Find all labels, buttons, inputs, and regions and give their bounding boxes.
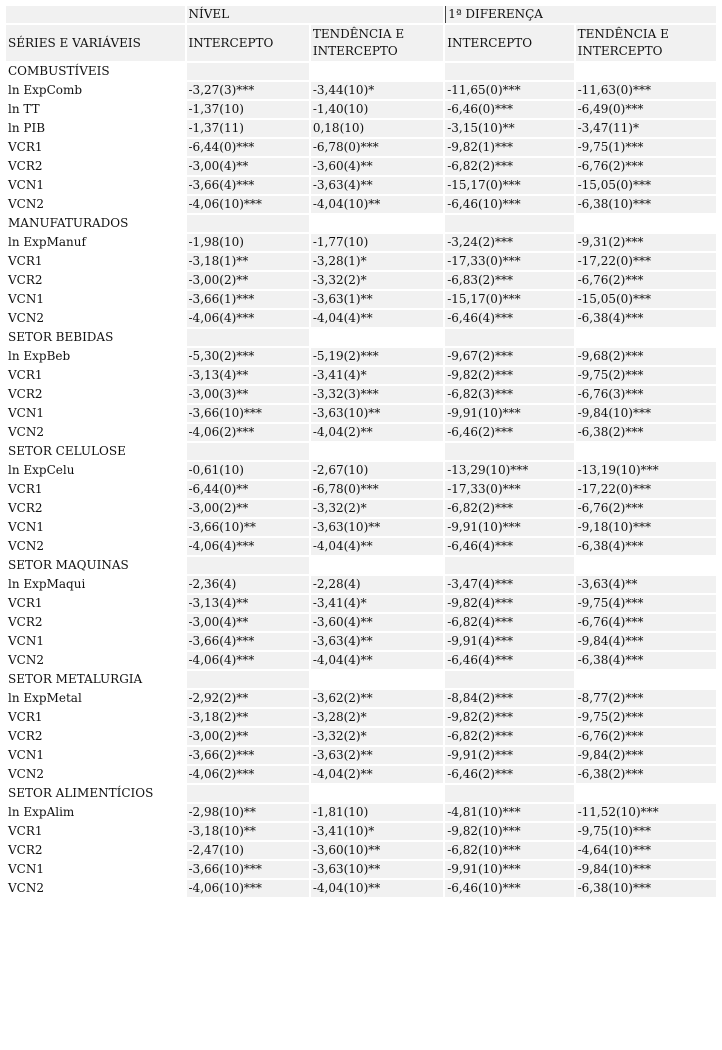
section-header-row [6, 443, 716, 460]
section-empty-cell [311, 671, 443, 688]
level-trend-cell: -4,04(4)** [311, 652, 443, 669]
section-empty-cell [445, 557, 573, 574]
table-row [6, 424, 716, 441]
series-column-header: SÉRIES E VARIÁVEIS [6, 25, 185, 61]
section-empty-cell [311, 557, 443, 574]
table-row [6, 234, 716, 251]
diff-trend-cell: -6,76(2)*** [576, 500, 716, 517]
variable-name-cell: VCN2 [6, 196, 185, 213]
diff-trend-cell: -9,75(4)*** [576, 595, 716, 612]
level-trend-cell: -2,67(10) [311, 462, 443, 479]
diff-trend-cell: -6,38(4)*** [576, 652, 716, 669]
table-row [6, 766, 716, 783]
level-intercept-cell: -3,18(1)** [187, 253, 309, 270]
level-trend-cell: -3,62(2)** [311, 690, 443, 707]
table-row [6, 747, 716, 764]
diff-intercept-cell: -6,46(4)*** [445, 652, 573, 669]
variable-name-cell: ln ExpManuf [6, 234, 185, 251]
level-intercept-cell: -3,66(4)*** [187, 633, 309, 650]
diff-intercept-cell: -4,81(10)*** [445, 804, 573, 821]
level-intercept-cell: -3,66(10)** [187, 519, 309, 536]
table-row [6, 861, 716, 878]
header-corner-cell [6, 6, 185, 23]
table-row [6, 614, 716, 631]
level-trend-cell: -4,04(4)** [311, 310, 443, 327]
diff-intercept-cell: -3,24(2)*** [445, 234, 573, 251]
level-trend-cell: -4,04(10)** [311, 880, 443, 897]
level-intercept-cell: -3,00(2)** [187, 272, 309, 289]
level-trend-cell: -3,63(4)** [311, 177, 443, 194]
table-row [6, 709, 716, 726]
section-header-row [6, 557, 716, 574]
diff-intercept-cell: -11,65(0)*** [445, 82, 573, 99]
table-row [6, 348, 716, 365]
diff-intercept-cell: -9,91(10)*** [445, 861, 573, 878]
variable-name-cell: VCR1 [6, 481, 185, 498]
level-intercept-cell: -2,92(2)** [187, 690, 309, 707]
level-trend-cell: -3,63(10)** [311, 519, 443, 536]
variable-name-cell: VCR2 [6, 728, 185, 745]
diff-intercept-cell: -6,82(3)*** [445, 386, 573, 403]
section-header-row [6, 329, 716, 346]
diff-intercept-cell: -6,82(2)*** [445, 158, 573, 175]
diff-trend-cell: -4,64(10)*** [576, 842, 716, 859]
diff-trend-cell: -9,75(2)*** [576, 367, 716, 384]
level-intercept-cell: -4,06(10)*** [187, 880, 309, 897]
diff-intercept-cell: -9,91(10)*** [445, 405, 573, 422]
variable-name-cell: VCR1 [6, 367, 185, 384]
diff-trend-cell: -11,52(10)*** [576, 804, 716, 821]
level-trend-cell: -4,04(10)** [311, 196, 443, 213]
section-title: SETOR CELULOSE [6, 443, 185, 460]
diff-trend-cell: -9,84(10)*** [576, 861, 716, 878]
table-row [6, 519, 716, 536]
section-empty-cell [445, 329, 573, 346]
section-empty-cell [311, 63, 443, 80]
level-trend-cell: -3,44(10)* [311, 82, 443, 99]
variable-name-cell: ln ExpComb [6, 82, 185, 99]
section-empty-cell [576, 557, 716, 574]
diff-intercept-cell: -9,82(1)*** [445, 139, 573, 156]
diff-intercept-cell: -6,82(4)*** [445, 614, 573, 631]
diff-intercept-cell: -6,46(10)*** [445, 196, 573, 213]
variable-name-cell: ln ExpMetal [6, 690, 185, 707]
section-empty-cell [187, 215, 309, 232]
diff-trend-cell: -6,38(2)*** [576, 766, 716, 783]
section-title: SETOR MAQUINAS [6, 557, 185, 574]
level-trend-cell: -3,41(4)* [311, 595, 443, 612]
table-row [6, 367, 716, 384]
table-row [6, 804, 716, 821]
diff-trend-cell: -6,76(2)*** [576, 158, 716, 175]
diff-trend-cell: -9,84(4)*** [576, 633, 716, 650]
table-row [6, 538, 716, 555]
table-row [6, 158, 716, 175]
level-trend-cell: -3,63(4)** [311, 633, 443, 650]
diff-intercept-cell: -17,33(0)*** [445, 481, 573, 498]
variable-name-cell: VCN2 [6, 766, 185, 783]
header-group-row [6, 6, 716, 23]
level-trend-cell: -3,60(4)** [311, 614, 443, 631]
table-row [6, 842, 716, 859]
table-row [6, 500, 716, 517]
variable-name-cell: VCR2 [6, 386, 185, 403]
diff-intercept-cell: -9,82(4)*** [445, 595, 573, 612]
section-empty-cell [445, 443, 573, 460]
level-intercept-cell: -1,98(10) [187, 234, 309, 251]
variable-name-cell: VCN2 [6, 538, 185, 555]
diff-trend-cell: -6,76(2)*** [576, 272, 716, 289]
level-trend-intercept-header: TENDÊNCIA E INTERCEPTO [311, 25, 443, 61]
diff-trend-cell: -6,49(0)*** [576, 101, 716, 118]
level-intercept-cell: -3,18(10)** [187, 823, 309, 840]
level-trend-cell: -2,28(4) [311, 576, 443, 593]
diff-trend-cell: -6,38(2)*** [576, 424, 716, 441]
diff-trend-cell: -17,22(0)*** [576, 481, 716, 498]
diff-trend-cell: -6,76(2)*** [576, 728, 716, 745]
level-intercept-cell: -4,06(10)*** [187, 196, 309, 213]
level-trend-cell: -3,63(1)** [311, 291, 443, 308]
variable-name-cell: VCN1 [6, 177, 185, 194]
level-intercept-cell: -0,61(10) [187, 462, 309, 479]
diff-intercept-cell: -6,83(2)*** [445, 272, 573, 289]
diff-intercept-cell: -6,46(10)*** [445, 880, 573, 897]
diff-trend-cell: -6,76(3)*** [576, 386, 716, 403]
diff-intercept-cell: -17,33(0)*** [445, 253, 573, 270]
level-trend-cell: -3,28(1)* [311, 253, 443, 270]
diff-trend-cell: -8,77(2)*** [576, 690, 716, 707]
variable-name-cell: VCN2 [6, 880, 185, 897]
table-row [6, 120, 716, 137]
diff-trend-cell: -9,84(2)*** [576, 747, 716, 764]
section-empty-cell [576, 671, 716, 688]
level-trend-cell: -1,77(10) [311, 234, 443, 251]
section-empty-cell [445, 671, 573, 688]
level-trend-cell: -3,32(2)* [311, 500, 443, 517]
section-empty-cell [187, 785, 309, 802]
variable-name-cell: VCR2 [6, 614, 185, 631]
diff-trend-cell: -6,38(4)*** [576, 310, 716, 327]
table-row [6, 462, 716, 479]
table-row [6, 196, 716, 213]
variable-name-cell: VCN1 [6, 291, 185, 308]
diff-trend-cell: -15,05(0)*** [576, 291, 716, 308]
diff-trend-cell: -9,75(10)*** [576, 823, 716, 840]
level-trend-cell: -1,40(10) [311, 101, 443, 118]
table-body [6, 63, 716, 897]
diff-intercept-cell: -3,47(4)*** [445, 576, 573, 593]
diff-trend-cell: -9,75(1)*** [576, 139, 716, 156]
table-row [6, 101, 716, 118]
level-trend-cell: -3,32(2)* [311, 728, 443, 745]
section-title: MANUFATURADOS [6, 215, 185, 232]
table-row [6, 405, 716, 422]
variable-name-cell: VCR2 [6, 842, 185, 859]
section-empty-cell [311, 443, 443, 460]
section-header-row [6, 63, 716, 80]
section-empty-cell [187, 443, 309, 460]
level-intercept-cell: -4,06(2)*** [187, 424, 309, 441]
variable-name-cell: VCR1 [6, 253, 185, 270]
diff-trend-cell: -3,63(4)** [576, 576, 716, 593]
diff-intercept-header: INTERCEPTO [445, 25, 573, 61]
section-header-row [6, 215, 716, 232]
table-row [6, 139, 716, 156]
diff-trend-cell: -6,76(4)*** [576, 614, 716, 631]
table-row [6, 823, 716, 840]
diff-intercept-cell: -9,67(2)*** [445, 348, 573, 365]
diff-intercept-cell: -6,82(10)*** [445, 842, 573, 859]
level-trend-cell: -3,60(10)** [311, 842, 443, 859]
level-intercept-cell: -3,00(2)** [187, 500, 309, 517]
diff-trend-cell: -13,19(10)*** [576, 462, 716, 479]
level-trend-cell: -4,04(2)** [311, 424, 443, 441]
level-trend-cell: -4,04(4)** [311, 538, 443, 555]
level-intercept-cell: -3,66(10)*** [187, 405, 309, 422]
level-trend-cell: -1,81(10) [311, 804, 443, 821]
section-empty-cell [576, 63, 716, 80]
table-row [6, 310, 716, 327]
variable-name-cell: VCN2 [6, 652, 185, 669]
level-trend-cell: -3,63(10)** [311, 861, 443, 878]
section-title: SETOR ALIMENTÍCIOS [6, 785, 185, 802]
level-trend-cell: -3,41(10)* [311, 823, 443, 840]
diff-intercept-cell: -9,82(2)*** [445, 367, 573, 384]
level-intercept-cell: -3,00(3)** [187, 386, 309, 403]
level-trend-cell: -3,28(2)* [311, 709, 443, 726]
section-title: COMBUSTÍVEIS [6, 63, 185, 80]
level-intercept-cell: -3,27(3)*** [187, 82, 309, 99]
level-intercept-cell: -4,06(4)*** [187, 538, 309, 555]
section-empty-cell [187, 63, 309, 80]
table-row [6, 690, 716, 707]
diff-trend-cell: -9,84(10)*** [576, 405, 716, 422]
section-empty-cell [445, 63, 573, 80]
diff-intercept-cell: -15,17(0)*** [445, 291, 573, 308]
variable-name-cell: VCR1 [6, 139, 185, 156]
table-row [6, 595, 716, 612]
unit-root-table [4, 4, 718, 899]
table-row [6, 652, 716, 669]
header-column-row [6, 25, 716, 61]
section-empty-cell [311, 329, 443, 346]
table-row [6, 253, 716, 270]
variable-name-cell: ln ExpCelu [6, 462, 185, 479]
variable-name-cell: VCN1 [6, 519, 185, 536]
first-difference-group-header: 1ª DIFERENÇA [445, 6, 716, 23]
variable-name-cell: VCN1 [6, 861, 185, 878]
table-row [6, 880, 716, 897]
section-empty-cell [187, 671, 309, 688]
diff-trend-cell: -3,47(11)* [576, 120, 716, 137]
table-row [6, 728, 716, 745]
level-intercept-cell: -2,47(10) [187, 842, 309, 859]
level-trend-cell: -5,19(2)*** [311, 348, 443, 365]
variable-name-cell: VCN1 [6, 747, 185, 764]
diff-trend-cell: -15,05(0)*** [576, 177, 716, 194]
table-row [6, 177, 716, 194]
variable-name-cell: VCR2 [6, 158, 185, 175]
level-intercept-cell: -4,06(4)*** [187, 310, 309, 327]
diff-intercept-cell: -9,91(2)*** [445, 747, 573, 764]
level-intercept-cell: -6,44(0)*** [187, 139, 309, 156]
level-intercept-cell: -3,66(10)*** [187, 861, 309, 878]
section-empty-cell [445, 215, 573, 232]
diff-trend-cell: -6,38(4)*** [576, 538, 716, 555]
diff-trend-cell: -6,38(10)*** [576, 880, 716, 897]
level-intercept-cell: -3,66(4)*** [187, 177, 309, 194]
section-empty-cell [311, 215, 443, 232]
section-empty-cell [576, 443, 716, 460]
variable-name-cell: ln ExpMaqui [6, 576, 185, 593]
diff-intercept-cell: -6,46(2)*** [445, 766, 573, 783]
level-intercept-cell: -4,06(4)*** [187, 652, 309, 669]
table-row [6, 82, 716, 99]
diff-trend-cell: -9,68(2)*** [576, 348, 716, 365]
section-title: SETOR METALURGIA [6, 671, 185, 688]
section-header-row [6, 785, 716, 802]
diff-intercept-cell: -6,46(4)*** [445, 310, 573, 327]
section-empty-cell [187, 329, 309, 346]
variable-name-cell: VCR1 [6, 709, 185, 726]
level-trend-cell: -6,78(0)*** [311, 139, 443, 156]
diff-trend-cell: -6,38(10)*** [576, 196, 716, 213]
diff-intercept-cell: -3,15(10)** [445, 120, 573, 137]
level-trend-cell: -3,32(3)*** [311, 386, 443, 403]
level-trend-cell: -3,41(4)* [311, 367, 443, 384]
table-row [6, 633, 716, 650]
diff-intercept-cell: -6,46(0)*** [445, 101, 573, 118]
variable-name-cell: VCR1 [6, 823, 185, 840]
level-trend-cell: 0,18(10) [311, 120, 443, 137]
table-row [6, 576, 716, 593]
variable-name-cell: VCN2 [6, 424, 185, 441]
level-intercept-cell: -4,06(2)*** [187, 766, 309, 783]
table-row [6, 272, 716, 289]
diff-trend-cell: -11,63(0)*** [576, 82, 716, 99]
variable-name-cell: VCN2 [6, 310, 185, 327]
section-empty-cell [445, 785, 573, 802]
diff-intercept-cell: -15,17(0)*** [445, 177, 573, 194]
section-empty-cell [576, 329, 716, 346]
level-trend-cell: -6,78(0)*** [311, 481, 443, 498]
variable-name-cell: VCR2 [6, 500, 185, 517]
level-intercept-cell: -3,00(4)** [187, 158, 309, 175]
diff-intercept-cell: -6,82(2)*** [445, 500, 573, 517]
level-intercept-cell: -1,37(11) [187, 120, 309, 137]
level-intercept-cell: -1,37(10) [187, 101, 309, 118]
variable-name-cell: VCR2 [6, 272, 185, 289]
diff-intercept-cell: -6,46(4)*** [445, 538, 573, 555]
variable-name-cell: ln ExpBeb [6, 348, 185, 365]
level-trend-cell: -4,04(2)** [311, 766, 443, 783]
level-intercept-header: INTERCEPTO [187, 25, 309, 61]
variable-name-cell: VCR1 [6, 595, 185, 612]
level-intercept-cell: -2,36(4) [187, 576, 309, 593]
level-trend-cell: -3,32(2)* [311, 272, 443, 289]
table-row [6, 386, 716, 403]
level-intercept-cell: -6,44(0)** [187, 481, 309, 498]
diff-trend-cell: -9,31(2)*** [576, 234, 716, 251]
table-row [6, 481, 716, 498]
level-trend-cell: -3,63(10)** [311, 405, 443, 422]
level-intercept-cell: -2,98(10)** [187, 804, 309, 821]
diff-intercept-cell: -8,84(2)*** [445, 690, 573, 707]
diff-trend-intercept-header: TENDÊNCIA E INTERCEPTO [576, 25, 716, 61]
level-intercept-cell: -5,30(2)*** [187, 348, 309, 365]
level-intercept-cell: -3,00(2)** [187, 728, 309, 745]
level-trend-cell: -3,63(2)** [311, 747, 443, 764]
variable-name-cell: VCN1 [6, 633, 185, 650]
diff-intercept-cell: -9,82(10)*** [445, 823, 573, 840]
diff-intercept-cell: -6,82(2)*** [445, 728, 573, 745]
level-intercept-cell: -3,13(4)** [187, 367, 309, 384]
section-title: SETOR BEBIDAS [6, 329, 185, 346]
diff-trend-cell: -9,18(10)*** [576, 519, 716, 536]
section-empty-cell [311, 785, 443, 802]
variable-name-cell: ln ExpAlim [6, 804, 185, 821]
variable-name-cell: ln PIB [6, 120, 185, 137]
level-trend-cell: -3,60(4)** [311, 158, 443, 175]
variable-name-cell: ln TT [6, 101, 185, 118]
diff-trend-cell: -9,75(2)*** [576, 709, 716, 726]
diff-intercept-cell: -9,82(2)*** [445, 709, 573, 726]
section-empty-cell [576, 785, 716, 802]
diff-trend-cell: -17,22(0)*** [576, 253, 716, 270]
diff-intercept-cell: -6,46(2)*** [445, 424, 573, 441]
table-row [6, 291, 716, 308]
level-group-header: NÍVEL [187, 6, 444, 23]
diff-intercept-cell: -9,91(4)*** [445, 633, 573, 650]
level-intercept-cell: -3,66(2)*** [187, 747, 309, 764]
variable-name-cell: VCN1 [6, 405, 185, 422]
section-empty-cell [187, 557, 309, 574]
section-empty-cell [576, 215, 716, 232]
level-intercept-cell: -3,18(2)** [187, 709, 309, 726]
diff-intercept-cell: -13,29(10)*** [445, 462, 573, 479]
level-intercept-cell: -3,66(1)*** [187, 291, 309, 308]
section-header-row [6, 671, 716, 688]
level-intercept-cell: -3,00(4)** [187, 614, 309, 631]
diff-intercept-cell: -9,91(10)*** [445, 519, 573, 536]
level-intercept-cell: -3,13(4)** [187, 595, 309, 612]
